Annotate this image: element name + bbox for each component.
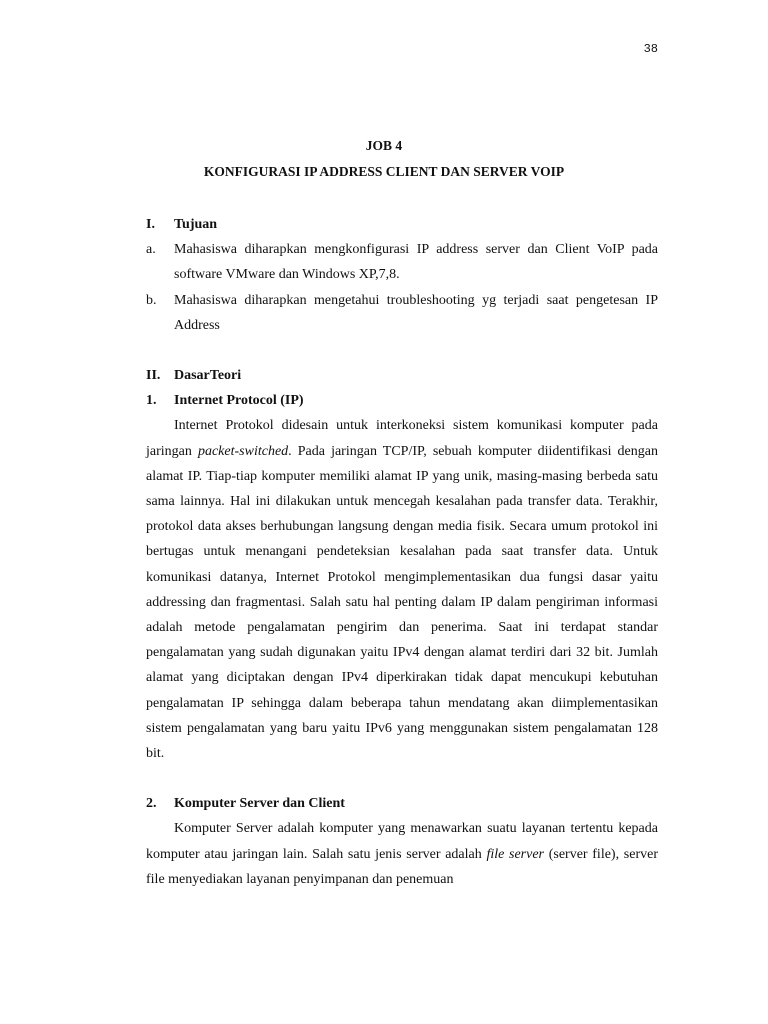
paragraph-server-client bbox=[146, 816, 658, 892]
section-heading-tujuan bbox=[146, 212, 658, 237]
list-item bbox=[146, 237, 658, 287]
section-heading-dasar-teori bbox=[146, 363, 658, 388]
list-marker: b. bbox=[146, 292, 157, 308]
section-title: Tujuan bbox=[174, 217, 218, 232]
emphasis-text: packet-switched bbox=[197, 443, 289, 459]
section-title: DasarTeori bbox=[174, 368, 242, 384]
subsection-title: Internet Protocol (IP) bbox=[174, 393, 304, 409]
emphasis-text: file server bbox=[486, 846, 545, 862]
paragraph-text: . Pada jaringan TCP/IP, sebuah komputer diidentifikasi dengan alamat IP. Tiap-tiap komputer memiliki alamat IP yang unik, masing-masing berbeda satu sama lainnya. Hal ini dilakukan untuk mencegah kesalahan pada transfer data. Terakhir, protokol data akses berhubungan langsung dengan media fisik. Secara umum protokol ini bertugas untuk menangani pendeteksian kesalahan pada saat transfer data. Untuk komunikasi datanya, Internet Protokol mengimplementasikan dua fungsi dasar yaitu addressing dan fragmentasi. Salah satu hal penting dalam IP dalam pengiriman informasi adalah metode pengalamatan pengirim dan penerima. Saat ini terdapat standar pengalamatan yang sudah digunakan yaitu IPv4 dengan alamat terdiri dari 32 bit. Jumlah alamat yang diciptakan dengan IPv4 diperkirakan tidak dapat mencukupi kebutuhan pengalamatan IP sehingga dalam beberapa tahun mendatang akan diimplementasikan sistem pengalamatan yang baru yaitu IPv6 yang menggunakan sistem pengalamatan 128 bit. bbox=[146, 443, 658, 762]
list-item-text: Mahasiswa diharapkan mengkonfigurasi IP address server dan Client VoIP pada software VMware dan Windows XP,7,8. bbox=[174, 242, 658, 283]
paragraph-ip bbox=[146, 413, 658, 766]
page-number: 38 bbox=[643, 42, 658, 56]
document-subtitle: KONFIGURASI IP ADDRESS CLIENT DAN SERVER VOIP bbox=[203, 164, 565, 179]
document-body bbox=[146, 212, 658, 892]
subsection-title: Komputer Server dan Client bbox=[174, 796, 345, 812]
list-item-text: Mahasiswa diharapkan mengetahui troubleshooting yg terjadi saat pengetesan IP Address bbox=[174, 292, 658, 333]
subsection-marker: 2. bbox=[146, 796, 157, 812]
subsection-marker: 1. bbox=[146, 393, 157, 409]
list-item bbox=[146, 288, 658, 338]
spacer bbox=[146, 338, 658, 363]
subsection-heading-ip bbox=[146, 388, 658, 413]
subsection-heading-server-client bbox=[146, 791, 658, 816]
list-marker: a. bbox=[146, 242, 156, 258]
section-marker: II. bbox=[146, 368, 161, 384]
paragraph-text: Internet Protokol didesain untuk interkoneksi sistem komunikasi komputer pada jaringan bbox=[146, 418, 658, 459]
document-title: JOB 4 bbox=[365, 138, 403, 153]
paragraph-text: (server file), server file menyediakan layanan penyimpanan dan penemuan bbox=[146, 846, 658, 887]
paragraph-text: Komputer Server adalah komputer yang menawarkan suatu layanan tertentu kepada komputer atau jaringan lain. Salah satu jenis server adalah bbox=[146, 821, 658, 862]
section-marker: I. bbox=[146, 217, 155, 232]
spacer bbox=[146, 766, 658, 791]
